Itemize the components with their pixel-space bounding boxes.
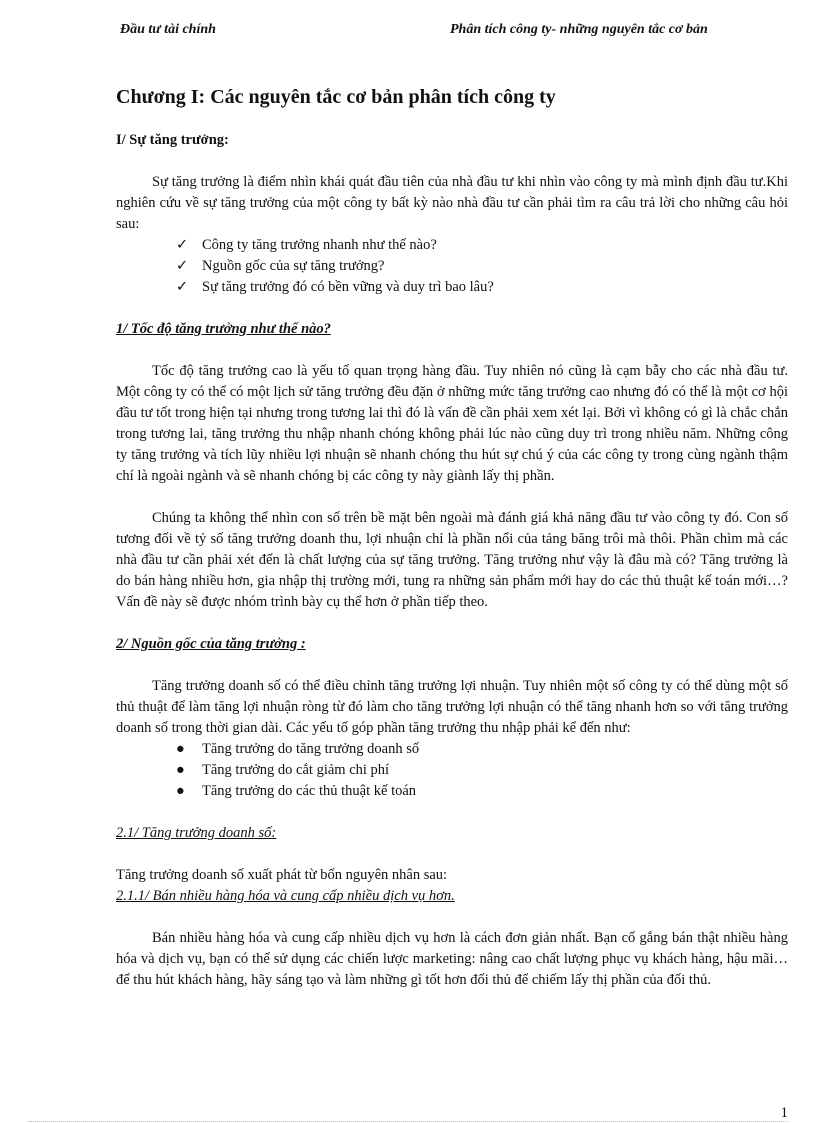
section-title: I/ Sự tăng trưởng: — [116, 132, 229, 148]
paragraph: Tăng trưởng doanh số có thể điều chỉnh tăng trưởng lợi nhuận. Tuy nhiên một số công ty có thể dùng một số thủ thuật để làm tăng lợi nhuận ròng từ đó làm cho tăng trưởng lợi nhuận có thể tăng nhanh hơn so với tăng trưởng doanh số trong thời gian dài. Các yếu tố góp phần tăng trưởng thu nhập phải kể đến như: — [116, 678, 788, 736]
section-intro: Sự tăng trưởng là điểm nhìn khái quát đầu tiên của nhà đầu tư khi nhìn vào công ty mà mình định đầu tư.Khi nghiên cứu về sự tăng trưởng của một công ty bất kỳ nào nhà đầu tư cần phải tìm ra câu trả lời cho những câu hỏi sau: — [116, 174, 788, 232]
check-icon: ✓ — [176, 258, 189, 274]
question-list — [176, 235, 788, 298]
check-icon: ✓ — [176, 237, 189, 253]
list-item: ✓ Sự tăng trưởng đó có bền vững và duy trì bao lâu? — [176, 277, 788, 298]
header-right: Phân tích công ty- những nguyên tắc cơ bản — [450, 22, 708, 37]
subsection-title-sales-growth: 2.1/ Tăng trưởng doanh số: — [116, 825, 277, 841]
check-icon: ✓ — [176, 279, 189, 295]
list-item: ● Tăng trưởng do tăng trưởng doanh số — [176, 739, 788, 760]
paragraph: Tăng trưởng doanh số xuất phát từ bốn nguyên nhân sau: — [116, 867, 448, 883]
footer-divider — [28, 1121, 788, 1122]
header-left: Đầu tư tài chính — [120, 22, 216, 37]
page-number: 1 — [780, 1105, 788, 1121]
factor-list — [176, 739, 788, 802]
subsection-title-growth-rate: 1/ Tốc độ tăng trưởng như thế nào? — [116, 321, 331, 337]
paragraph: Chúng ta không thể nhìn con số trên bề mặt bên ngoài mà đánh giá khả năng đầu tư vào công ty đó. Con số tương đối về tỷ số tăng trưởng doanh thu, lợi nhuận chỉ là phần nổi của tảng băng trôi mà thôi. Phần chìm mà các nhà đầu tư cần phải xét đến là chất lượng của sự tăng trưởng. Tăng trưởng như vậy là đâu mà có? Tăng trưởng là do bán hàng nhiều hơn, gia nhập thị trường mới, tung ra những sản phẩm mới hay do các thủ thuật kế toán mới…? Vấn đề này sẽ được nhóm trình bày cụ thể hơn ở phần tiếp theo. — [116, 510, 788, 610]
bullet-icon: ● — [176, 783, 185, 799]
paragraph: Bán nhiều hàng hóa và cung cấp nhiều dịch vụ hơn là cách đơn giản nhất. Bạn cố gắng bán thật nhiều hàng hóa và dịch vụ, bạn có thể sử dụng các chiến lược marketing: nâng cao chất lượng phục vụ khách hàng, hậu mãi…để thu hút khách hàng, hãy sáng tạo và làm những gì tốt hơn đối thủ để chiếm lấy thị phần của đối thủ. — [116, 930, 788, 988]
list-item: ✓ Nguồn gốc của sự tăng trưởng? — [176, 256, 788, 277]
bullet-icon: ● — [176, 741, 185, 757]
paragraph: Tốc độ tăng trưởng cao là yếu tố quan trọng hàng đầu. Tuy nhiên nó cũng là cạm bẫy cho các nhà đầu tư. Một công ty có thể có một lịch sử tăng trưởng đều đặn ở những mức tăng trưởng cao nhưng đó có thể là một cơ hội đầu tư tốt trong hiện tại nhưng trong tương lai thì đó là vấn đề cần phải xem xét lại. Bởi vì không có gì là chắc chắn trong tương lai, tăng trưởng thu nhập nhanh chóng không phải lúc nào cũng duy trì trong nhiều năm. Những công ty tăng trưởng và tích lũy nhiều lợi nhuận sẽ nhanh chóng thu hút sự chú ý của các công ty trong cùng ngành thậm chí là ngoài ngành và sẽ nhanh chóng bị các công ty này giành lấy thị phần. — [116, 363, 788, 484]
list-item: ● Tăng trưởng do cắt giảm chi phí — [176, 760, 788, 781]
chapter-title: Chương I: Các nguyên tắc cơ bản phân tích công ty — [116, 86, 556, 108]
item-title: 2.1.1/ Bán nhiều hàng hóa và cung cấp nhiều dịch vụ hơn. — [116, 888, 455, 904]
list-item: ● Tăng trưởng do các thủ thuật kế toán — [176, 781, 788, 802]
document-body — [116, 84, 788, 1012]
subsection-title-growth-source: 2/ Nguồn gốc của tăng trưởng : — [116, 636, 306, 652]
bullet-icon: ● — [176, 762, 185, 778]
list-item: ✓ Công ty tăng trưởng nhanh như thế nào? — [176, 235, 788, 256]
